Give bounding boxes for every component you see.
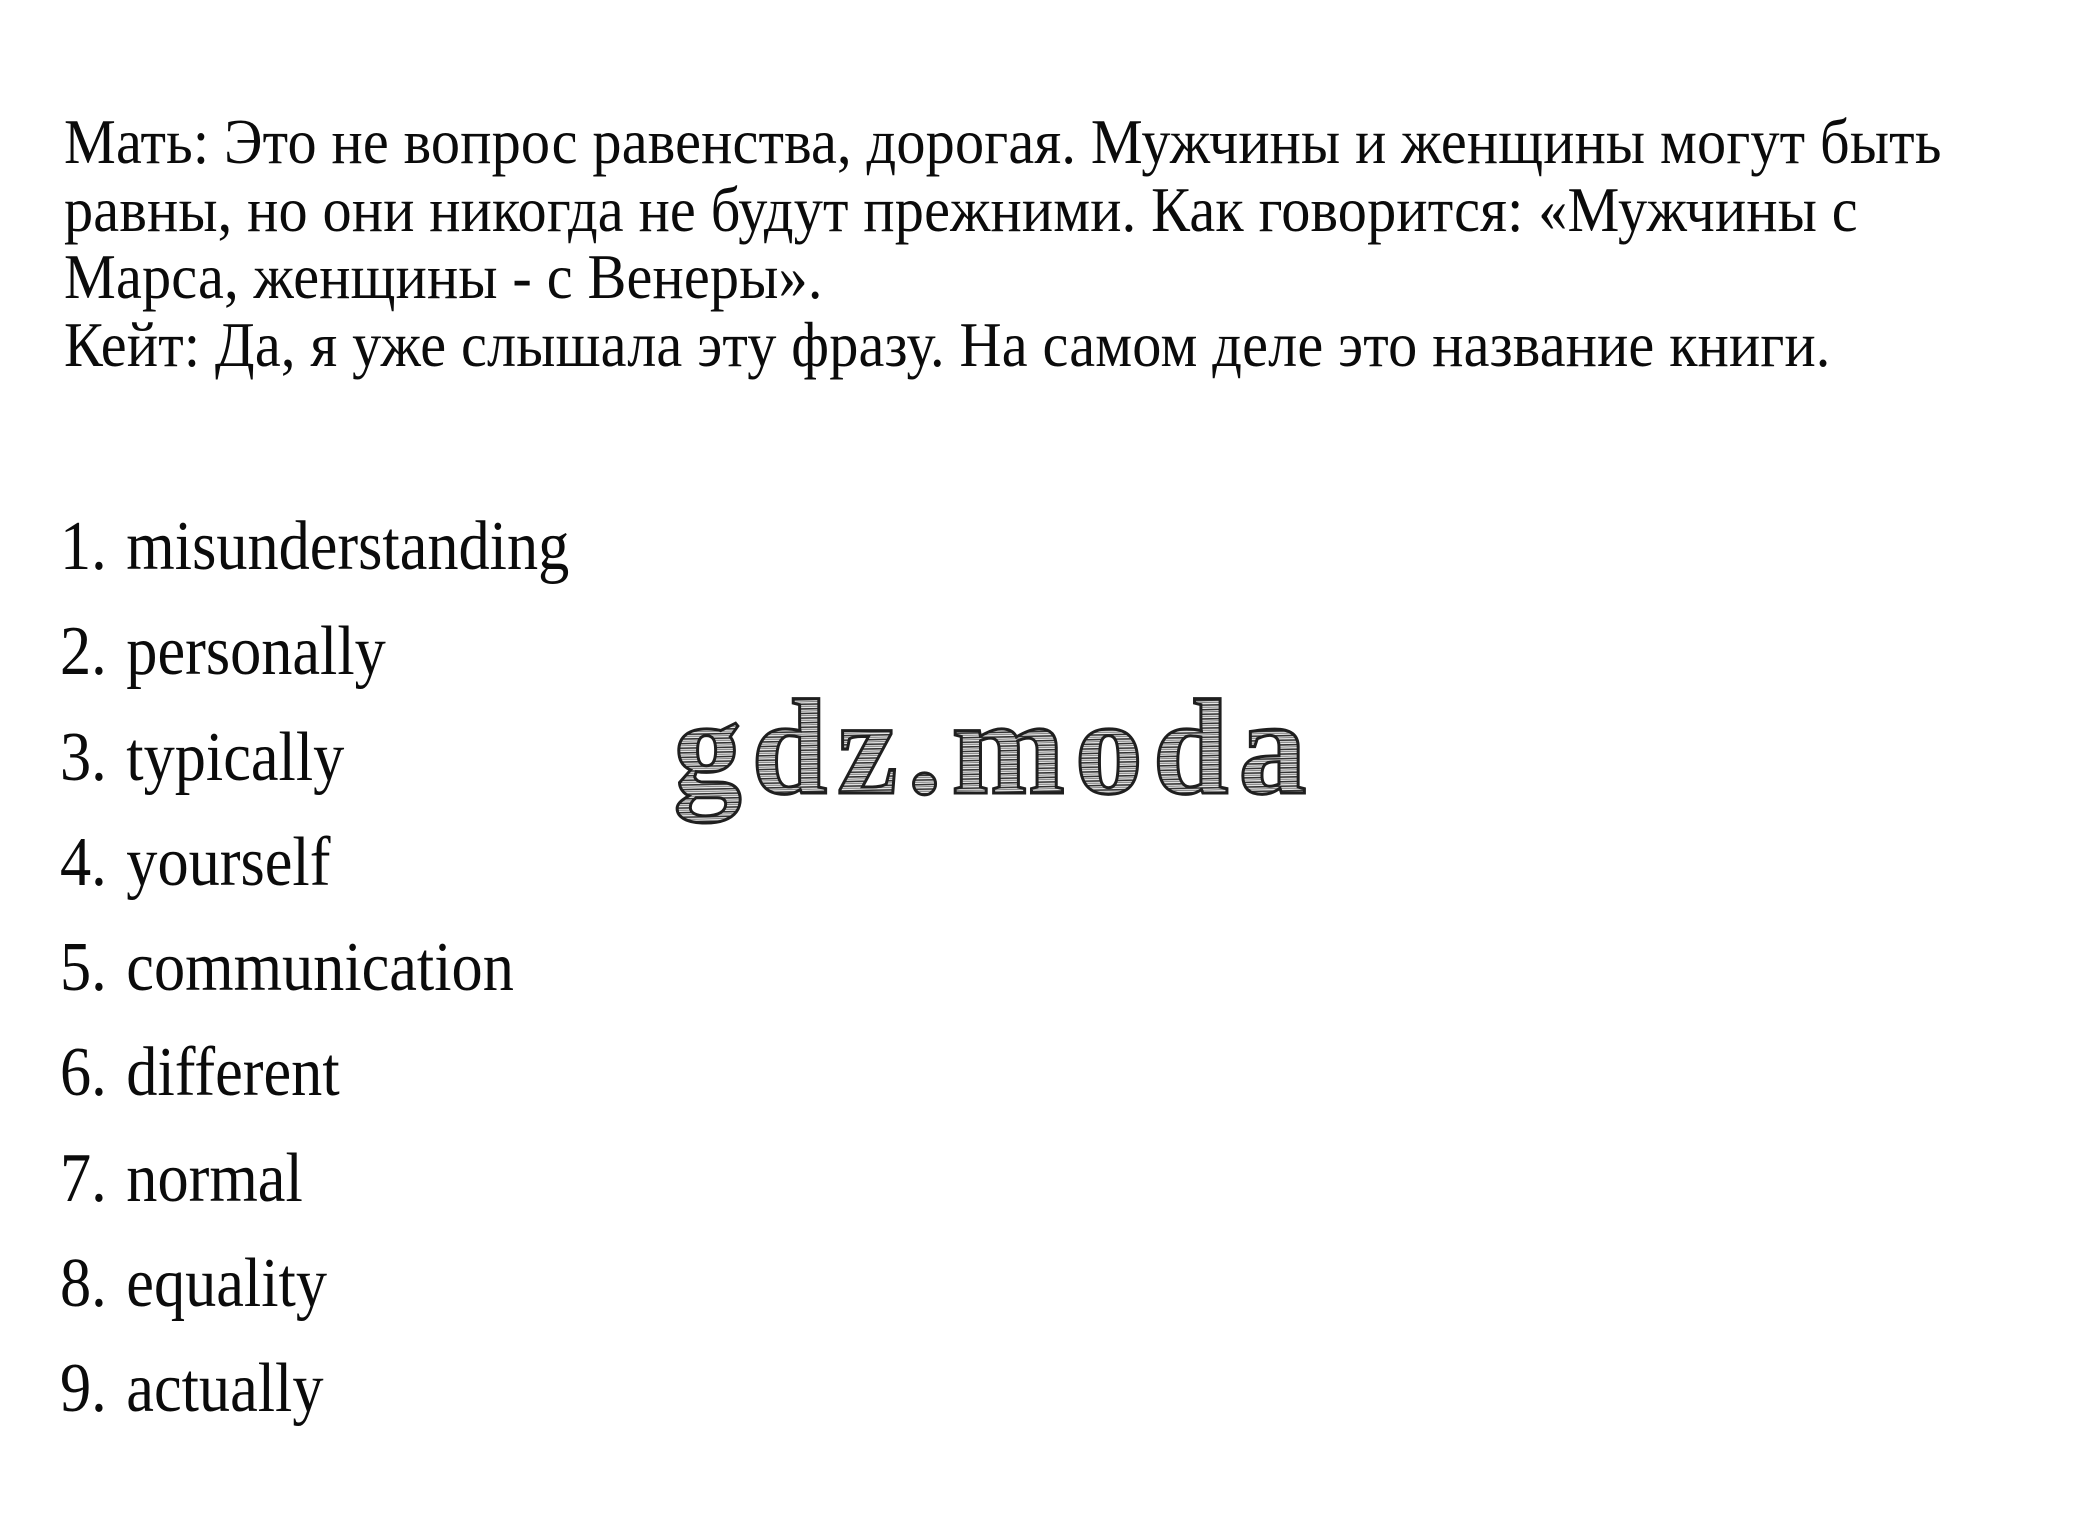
list-item-number: 7. [60, 1139, 107, 1217]
word-list [60, 494, 569, 1442]
watermark [645, 665, 1345, 850]
dialogue-line: равны, но они никогда не будут прежними. Как говорится: «Мужчины с [64, 173, 1858, 245]
list-item-number: 5. [60, 929, 107, 1007]
list-item-word: typically [126, 718, 345, 796]
dialogue-line: Кейт: Да, я уже слышала эту фразу. На самом деле это название книги. [64, 308, 1831, 380]
dialogue-line: Марса, женщины - с Венеры». [64, 241, 823, 312]
list-item [60, 915, 569, 1020]
list-item-number: 3. [60, 718, 107, 796]
list-item-word: equality [126, 1245, 327, 1323]
list-item-word: personally [126, 613, 386, 691]
dialogue-line: Мать: Это не вопрос равенства, дорогая. Мужчины и женщины могут быть [64, 106, 1942, 177]
list-item [60, 494, 569, 599]
list-item [60, 1020, 569, 1125]
list-item [60, 705, 569, 810]
list-item-number: 6. [60, 1034, 107, 1112]
dialogue-paragraph [64, 108, 1942, 378]
list-item-number: 9. [60, 1350, 107, 1428]
list-item-word: misunderstanding [126, 508, 570, 585]
list-item [60, 599, 569, 704]
list-item-word: communication [126, 929, 514, 1007]
list-item-word: yourself [126, 823, 331, 901]
list-item-number: 1. [60, 508, 107, 585]
list-item-number: 8. [60, 1245, 107, 1323]
list-item-word: different [126, 1034, 340, 1112]
list-item-number: 2. [60, 613, 107, 691]
list-item-word: actually [126, 1350, 324, 1428]
list-item-word: normal [126, 1139, 303, 1217]
list-item-number: 4. [60, 823, 107, 901]
list-item [60, 1336, 569, 1441]
watermark-text: gdz.moda [673, 673, 1317, 823]
list-item [60, 1231, 569, 1336]
list-item [60, 1126, 569, 1231]
list-item [60, 810, 569, 915]
